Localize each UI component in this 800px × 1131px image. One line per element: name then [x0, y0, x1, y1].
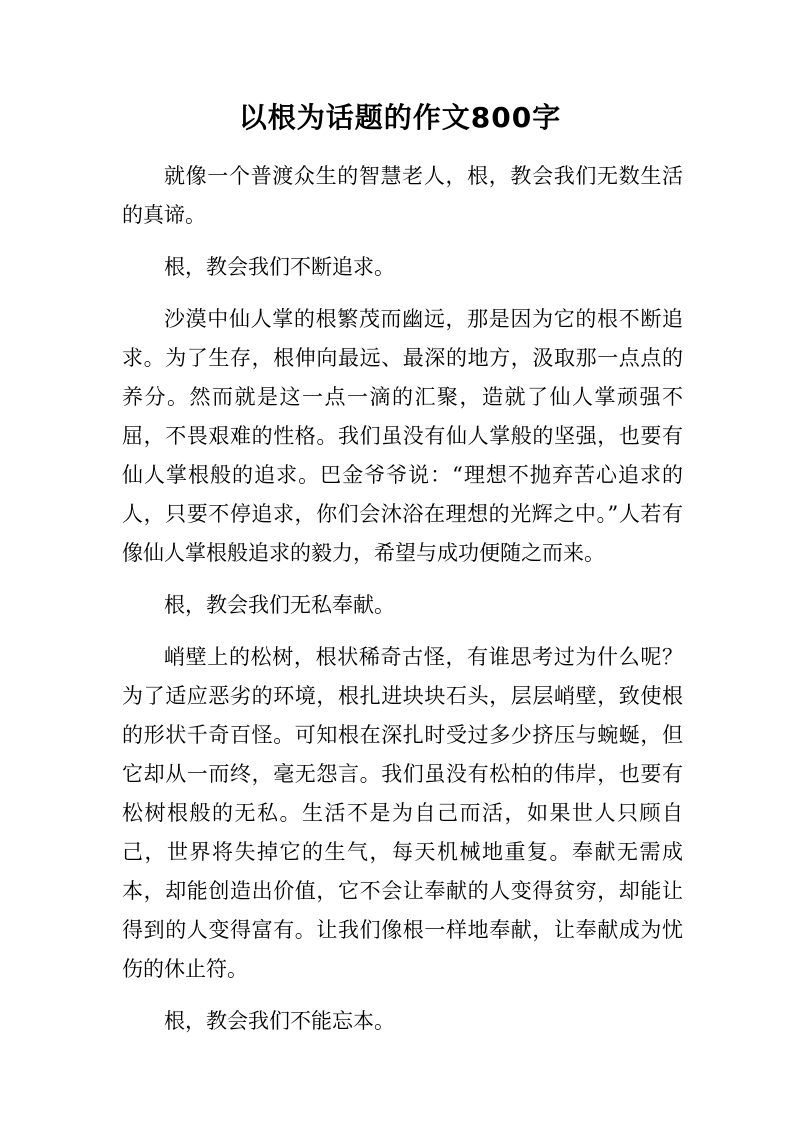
paragraph-heading-roots: 根，教会我们不能忘本。 [164, 1009, 395, 1033]
paragraph-cactus: 沙漠中仙人掌的根繁茂而幽远，那是因为它的根不断追求。为了生存，根伸向最远、最深的地方，汲取那一点点的养分。然而就是这一点一滴的汇聚，造就了仙人掌顽强不屈，不畏艰难的性格。我们虽没有仙人掌般的坚强，也要有仙人掌根般的追求。巴金爷爷说：“理想不抛弃苦心追求的人，只要不停追求，你们会沐浴在理想的光辉之中。”人若有像仙人掌根般追求的毅力，希望与成功便随之而来。 [122, 307, 683, 565]
paragraph-heading-dedication: 根，教会我们无私奉献。 [164, 593, 395, 617]
document-title: 以根为话题的作文800字 [238, 101, 562, 134]
paragraph-heading-pursuit: 根，教会我们不断追求。 [164, 255, 395, 279]
paragraph-intro: 就像一个普渡众生的智慧老人，根，教会我们无数生活的真谛。 [122, 164, 683, 227]
paragraph-pine: 峭壁上的松树，根状稀奇古怪，有谁思考过为什么呢？为了适应恶劣的环境，根扎进块块石头，层层峭壁，致使根的形状千奇百怪。可知根在深扎时受过多少挤压与蜿蜒，但它却从一而终，毫无怨言。我们虽没有松柏的伟岸，也要有松树根般的无私。生活不是为自己而活，如果世人只顾自己，世界将失掉它的生气，每天机械地重复。奉献无需成本，却能创造出价值，它不会让奉献的人变得贫穷，却能让得到的人变得富有。让我们像根一样地奉献，让奉献成为忧伤的休止符。 [122, 645, 683, 981]
document-body [122, 157, 683, 1054]
